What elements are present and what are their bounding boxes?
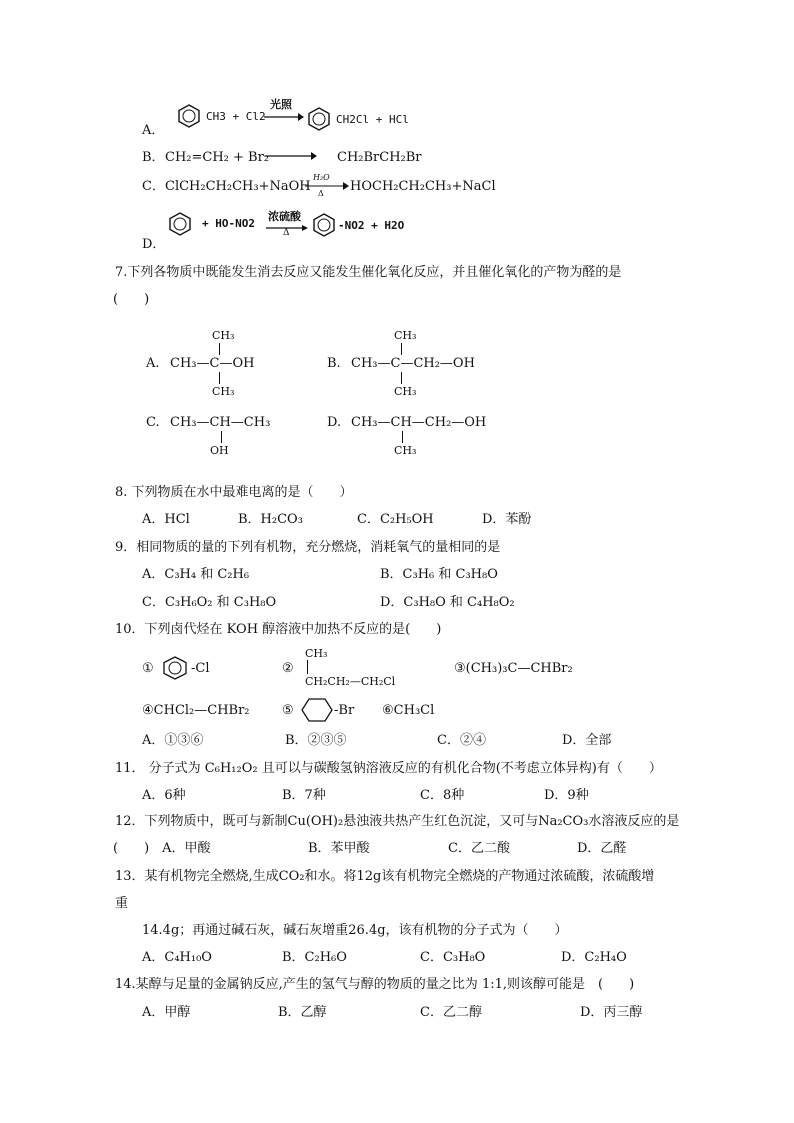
q10-item1-benzene-icon (160, 655, 190, 681)
q10-item5-cyclohexane-icon (300, 697, 334, 723)
q10-option-c: C．②④ (437, 733, 486, 748)
q12-option-b: B．苯甲酸 (308, 841, 370, 856)
q12-stem: 12．下列物质中，既可与新制Cu(OH)₂悬浊液共热产生红色沉淀，又可与Na₂CO₃水溶液反应的是 (115, 814, 680, 829)
q9-option-c: C．C₃H₆O₂ 和 C₃H₈O (142, 595, 277, 610)
q9-stem: 9．相同物质的量的下列有机物，充分燃烧，消耗氧气的量相同的是 (115, 540, 501, 555)
q10-option-b: B．②③⑤ (285, 733, 347, 748)
q7-stem: 7.下列各物质中既能发生消去反应又能发生催化氧化反应，并且催化氧化的产物为醛的是 (115, 265, 622, 280)
q11-option-c: C．8种 (420, 788, 465, 803)
reaction-d-benzene-ring-left (167, 211, 193, 237)
q10-item5-br: -Br (334, 703, 355, 718)
reaction-d-right: -NO2 + H2O (338, 219, 405, 232)
q10-item1-num: ① (142, 661, 154, 676)
q14-stem: 14.某醇与足量的金属钠反应,产生的氢气与醇的物质的量之比为 1:1,则该醇可能是 ( ) (115, 977, 635, 992)
q7b-top: CH₃ (394, 329, 417, 342)
reaction-c-cond-top: H₂O (313, 173, 330, 182)
reaction-b-left: CH₂=CH₂ + Br₂ (165, 150, 270, 165)
q7b-mid: CH₃—C—CH₂—OH (351, 356, 475, 371)
q7d-bottom: CH₃ (394, 444, 417, 457)
q12-option-c: C．乙二酸 (448, 841, 510, 856)
q10-item2-ch3: CH₃ (305, 647, 328, 660)
q13-line3: 14.4g；再通过碱石灰，碱石灰增重26.4g，该有机物的分子式为（ ） (142, 923, 568, 938)
q7d-mid: CH₃—CH—CH₂—OH (351, 415, 487, 430)
q7a-mid: CH₃—C—OH (170, 356, 255, 371)
q7a-vbond-top (219, 343, 220, 355)
q8-stem: 8. 下列物质在水中最难电离的是（ ） (115, 485, 353, 500)
q7c-vbond (221, 431, 222, 443)
reaction-a-condition: 光照 (270, 98, 292, 111)
q7b-bottom: CH₃ (394, 385, 417, 398)
q14-option-d: D．丙三醇 (580, 1005, 643, 1020)
q8-option-a: A．HCl (142, 512, 190, 527)
reaction-b-arrow (265, 152, 317, 160)
q10-item4: ④CHCl₂—CHBr₂ (142, 703, 250, 718)
q12-option-d: D．乙醛 (577, 841, 627, 856)
reaction-c-right: HOCH₂CH₂CH₃+NaCl (350, 179, 496, 194)
q10-item2-vbond (307, 660, 308, 674)
q7c-label: C. (146, 415, 160, 430)
q7c-mid: CH₃—CH—CH₃ (170, 415, 271, 430)
q11-option-a: A．6种 (142, 788, 186, 803)
q10-item2-chain: CH₂CH₂—CH₂Cl (305, 675, 396, 688)
q11-option-d: D．9种 (544, 788, 589, 803)
q14-option-c: C．乙二醇 (420, 1005, 482, 1020)
q9-option-a: A．C₃H₄ 和 C₂H₆ (142, 567, 250, 582)
q10-option-a: A．①③⑥ (142, 733, 204, 748)
reaction-a-benzene-ring-right (306, 106, 332, 132)
reaction-c-left: ClCH₂CH₂CH₃+NaOH (165, 179, 311, 194)
option-a-label: A． (142, 123, 165, 138)
q7c-bottom: OH (210, 444, 229, 457)
reaction-a-right: CH2Cl + HCl (336, 113, 409, 126)
q13-option-b: B．C₂H₆O (282, 950, 347, 965)
q8-option-d: D．苯酚 (482, 512, 532, 527)
reaction-c-arrow (305, 182, 349, 190)
q7a-bottom: CH₃ (212, 385, 235, 398)
reaction-a-arrow (264, 113, 304, 121)
q13-line2: 重 (115, 896, 129, 911)
q10-item3: ③(CH₃)₃C—CHBr₂ (454, 661, 573, 676)
reaction-d-cond-bottom: Δ (283, 228, 290, 238)
q13-option-a: A．C₄H₁₀O (142, 950, 212, 965)
q8-option-b: B．H₂CO₃ (238, 512, 303, 527)
q7a-label: A. (146, 356, 160, 371)
q7d-vbond (402, 431, 403, 443)
q7b-label: B. (327, 356, 341, 371)
option-c-label: C． (142, 179, 165, 194)
q10-item6: ⑥CH₃Cl (382, 703, 435, 718)
q10-option-d: D．全部 (562, 733, 612, 748)
q11-stem: 11． 分子式为 C₆H₁₂O₂ 且可以与碳酸氢钠溶液反应的有机化合物(不考虑立体异构)有（ ） (115, 761, 662, 776)
q13-stem: 13．某有机物完全燃烧,生成CO₂和水。将12g该有机物完全燃烧的产物通过浓硫酸，浓硫酸增 (115, 869, 655, 884)
reaction-d-cond-top: 浓硫酸 (268, 210, 301, 223)
reaction-a-left: CH3 + Cl2 (206, 110, 266, 123)
q14-option-b: B．乙醇 (278, 1005, 327, 1020)
q11-option-b: B．7种 (282, 788, 326, 803)
q10-item1-cl: -Cl (191, 661, 210, 676)
q9-option-d: D．C₃H₈O 和 C₄H₈O₂ (380, 595, 515, 610)
option-d-label: D． (142, 237, 166, 252)
reaction-a-benzene-ring-left (176, 103, 202, 129)
q10-item5-num: ⑤ (282, 703, 294, 718)
option-b-label: B． (142, 150, 165, 165)
q10-item2-num: ② (282, 661, 294, 676)
q7d-label: D. (327, 415, 342, 430)
q13-option-d: D．C₂H₄O (561, 950, 627, 965)
q7b-vbond-bottom (401, 372, 402, 384)
reaction-d-benzene-ring-right (311, 212, 337, 238)
q9-option-b: B．C₃H₆ 和 C₃H₈O (380, 567, 498, 582)
q14-option-a: A．甲醇 (142, 1005, 191, 1020)
reaction-c-cond-bottom: Δ (318, 189, 324, 198)
q7b-vbond-top (401, 343, 402, 355)
q7a-top: CH₃ (212, 329, 235, 342)
q13-option-c: C．C₃H₈O (420, 950, 486, 965)
reaction-b-right: CH₂BrCH₂Br (337, 150, 422, 165)
q12-line2: ( ) A．甲酸 (113, 841, 211, 856)
q7-stem-bracket: ( ) (113, 292, 150, 307)
q7a-vbond-bottom (219, 372, 220, 384)
q8-option-c: C．C₂H₅OH (357, 512, 434, 527)
q10-stem: 10．下列卤代烃在 KOH 醇溶液中加热不反应的是( ) (115, 622, 442, 637)
reaction-d-left: + HO-NO2 (202, 217, 255, 230)
